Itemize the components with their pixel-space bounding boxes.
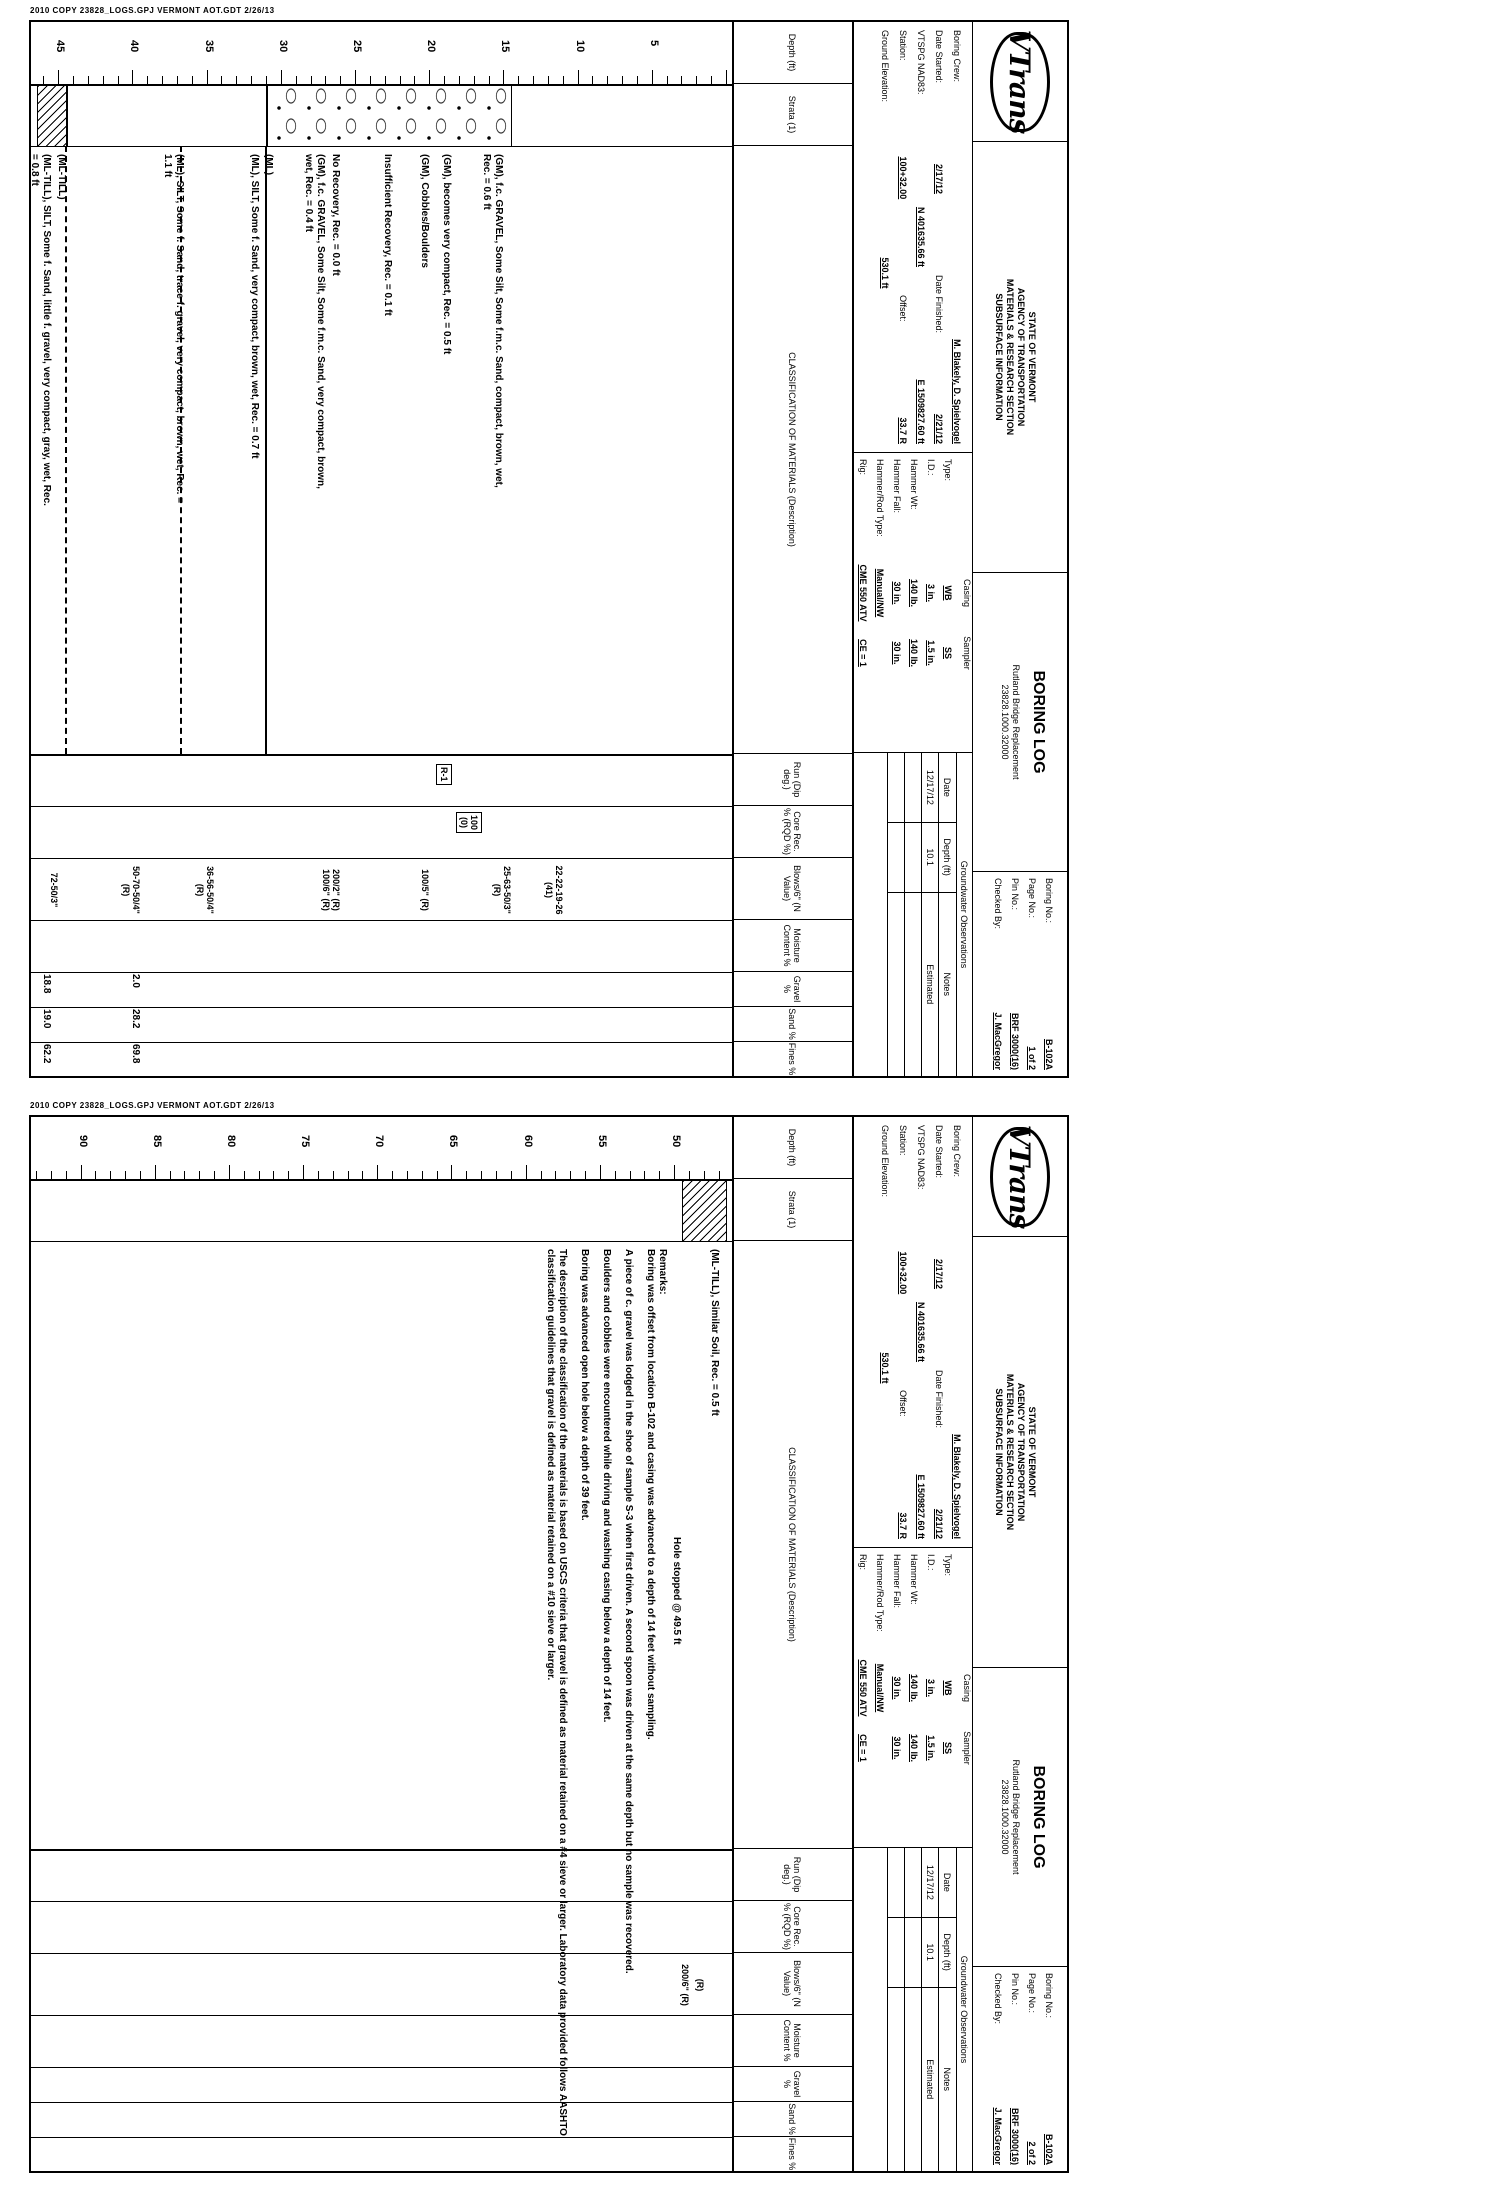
depth-tick [340,76,341,84]
depth-tick [259,1171,260,1179]
blow-count: 100/5" (R) [420,869,431,911]
pin-number: BRF 3000(16) [1010,2107,1020,2165]
stratum-boundary [180,146,182,754]
depth-tick [526,1165,527,1179]
depth-label: 80 [224,1135,237,1148]
depth-tick [541,1171,542,1179]
footer-stamp: 2010 COPY 23828_LOGS.GPJ VERMONT AOT.GDT 2/26/13 [30,6,275,15]
material-description: (GM), f.c. GRAVEL, Some Silt, Some f.m.c. Sand, very compact, brown, wet, Rec. = 0.4 ft [303,154,327,489]
depth-tick [503,70,504,84]
depth-tick [681,76,682,84]
depth-tick [318,1171,319,1179]
log-title: BORING LOG [1030,1765,1047,1869]
column-divider [31,806,732,807]
fines-percent: 62.2 [40,1044,52,1064]
depth-tick [407,1171,408,1179]
depth-tick [162,76,163,84]
depth-tick [73,76,74,84]
depth-tick [229,1165,230,1179]
depth-tick [207,70,208,84]
equipment-table: Casing Sampler Type: WB SS I.D.: 3 in. 1.5 in. Hammer Wt: 140 lb. 140 lb. Hammer Fall: 30 in. 30 in. Hammer/Rod Type: Manual/NW Rig: CME 550 ATV CE = 1 [852,1547,972,1847]
col-strata: Strata (1) [732,1179,852,1241]
boring-number: B-102A [1044,2133,1054,2165]
depth-tick [592,76,593,84]
run-label: R-1 [436,764,452,785]
depth-tick [481,1171,482,1179]
strata-pattern [37,86,67,146]
column-divider [31,1007,732,1008]
depth-label: 15 [499,40,512,53]
depth-tick [429,70,430,84]
depth-label: 10 [573,40,586,53]
depth-label: 85 [150,1135,163,1148]
depth-tick [311,76,312,84]
depth-tick [377,1165,378,1179]
remarks: Remarks: Boring was offset from location B-102 and casing was advanced to a depth of 14 feet without sampling. A piece of c. gravel was lodged in the shoe of sample S-3 when first driven. A second spoon was driven at the same depth but no sample was recovered. Boulders and cobbles were encountered while driving and washing casing below a depth of 14 feet. Boring was advanced open hole below a depth of 39 feet. The description of the classification of the materials is based on USCS criteria that gravel is defined as material retained on a #4 sieve or larger. Laboratory data provided follows AASHTO classification guidelines that gravel is defined as material retained on a #10 sieve or larger. [544,1249,668,2136]
column-headers [732,1117,852,2171]
depth-tick [659,1171,660,1179]
depth-tick [644,1171,645,1179]
material-description: (GM), f.c. GRAVEL, Some Silt, Some f.m.c. Sand, compact, brown, wet, Rec. = 0.6 ft [481,154,505,488]
depth-tick [58,70,59,84]
depth-tick [696,76,697,84]
depth-tick [585,1171,586,1179]
blow-count: (R) [694,1978,705,1992]
depth-tick [199,1171,200,1179]
boring-info: Boring Crew: M. Blakely, D. Spielvogel Date Started: 2/17/12 Date Finished: 2/21/12 VTSPG NAD83: N 401635.66 ft E 1509827.60 ft Station: 100+32.00 Offset: 33.7 R Ground Elevation: 530.1 ft [880,1125,962,1539]
depth-label: 20 [425,40,438,53]
column-divider [31,972,732,973]
gravel-percent: 18.8 [40,974,52,994]
depth-tick [719,1171,720,1179]
sand-percent: 28.2 [129,1009,141,1029]
depth-label: 70 [373,1135,386,1148]
depth-tick [607,76,608,84]
checked-by: J. MacGregor [993,2107,1003,2165]
depth-tick [370,76,371,84]
material-description: (ML-TILL), Similar Soil, Rec. = 0.5 ft [708,1249,720,1416]
depth-tick [214,1171,215,1179]
depth-tick [674,1165,675,1179]
depth-tick [652,70,653,84]
depth-tick [95,1171,96,1179]
project-number: 23828.1000.32000 [1000,684,1010,760]
depth-label: 30 [276,40,289,53]
depth-tick [511,1171,512,1179]
column-divider [31,1042,732,1043]
depth-tick [422,1171,423,1179]
boring-info: Boring Crew: M. Blakely, D. Spielvogel Date Started: 2/17/12 Date Finished: 2/21/12 VTSPG NAD83: N 401635.66 ft E 1509827.60 ft Station: 100+32.00 Offset: 33.7 R Ground Elevation: 530.1 ft [880,30,962,444]
col-moisture: Moisture Content % [732,920,852,972]
vtrans-logo: VTrans [990,32,1050,132]
page-number: 2 of 2 [1027,2141,1037,2165]
col-sand: Sand % [732,1007,852,1042]
depth-tick [251,76,252,84]
material-description: Hole stopped @ 49.5 ft [671,1537,683,1645]
depth-tick [555,1171,556,1179]
boring-number: B-102A [1044,1038,1054,1070]
col-strata: Strata (1) [732,84,852,146]
col-blows: Blows/6" (N Value) [732,858,852,920]
col-classification: CLASSIFICATION OF MATERIALS (Description) [732,146,852,754]
agency-header: STATE OF VERMONT AGENCY OF TRANSPORTATION MATERIALS & RESEARCH SECTION SUBSURFACE INFORMATION [972,1237,1067,1667]
depth-tick [273,1171,274,1179]
column-divider [31,1179,732,1181]
depth-tick [192,76,193,84]
col-run: Run (Dip deg.) [732,754,852,806]
log-title: BORING LOG [1030,670,1047,774]
blow-count: 72-50/3" [49,872,60,908]
vtrans-logo: VTrans [990,1127,1050,1227]
depth-tick [288,1171,289,1179]
core-recovery: 100 (0) [456,812,482,833]
col-classification: CLASSIFICATION OF MATERIALS (Description) [732,1241,852,1849]
column-divider [31,754,732,756]
page-number: 1 of 2 [1027,1046,1037,1070]
stratum-boundary [65,146,67,754]
depth-tick [711,76,712,84]
col-run: Run (Dip deg.) [732,1849,852,1901]
depth-tick [466,1171,467,1179]
depth-label: 40 [128,40,141,53]
depth-tick [615,1171,616,1179]
checked-by: J. MacGregor [993,1012,1003,1070]
col-core-rec: Core Rec. % (RQD %) [732,1901,852,1953]
stratum-boundary [265,146,267,754]
depth-label: 50 [670,1135,683,1148]
material-description: Insufficient Recovery, Rec. = 0.1 ft [382,154,394,316]
depth-tick [689,1171,690,1179]
column-divider [31,146,732,147]
depth-tick [392,1171,393,1179]
equipment-table: Casing Sampler Type: WB SS I.D.: 3 in. 1.5 in. Hammer Wt: 140 lb. 140 lb. Hammer Fall: 30 in. 30 in. Hammer/Rod Type: Manual/NW Rig: CME 550 ATV CE = 1 [852,452,972,752]
title-block [852,1117,1067,2171]
material-description: (GM), becomes very compact, Rec. = 0.5 ft [441,154,453,355]
depth-tick [362,1171,363,1179]
depth-tick [236,76,237,84]
depth-tick [496,1171,497,1179]
material-description: (ML-TILL), SILT, Some f. Sand, little f. gravel, very compact, gray, wet, Rec. = 0.8 ft [28,154,52,506]
col-gravel: Gravel % [732,972,852,1007]
footer-stamp: 2010 COPY 23828_LOGS.GPJ VERMONT AOT.GDT 2/26/13 [30,1101,275,1110]
project-name: Rutland Bridge Replacement [1011,664,1021,780]
project-number: 23828.1000.32000 [1000,1779,1010,1855]
depth-tick [578,70,579,84]
log-body [28,22,732,1076]
depth-tick [459,76,460,84]
depth-tick [110,1171,111,1179]
blow-count: 25-63-50/3" (R) [491,866,512,914]
col-moisture: Moisture Content % [732,2015,852,2067]
col-sand: Sand % [732,2102,852,2137]
depth-label: 55 [595,1135,608,1148]
depth-tick [533,76,534,84]
col-fines: Fines % [787,1042,797,1076]
depth-tick [348,1171,349,1179]
boring-log-page-1 [0,0,1070,1090]
depth-tick [325,76,326,84]
material-description: (GM), Cobbles/Boulders [419,154,431,268]
depth-tick [147,76,148,84]
material-description: No Recovery, Rec. = 0.0 ft [330,154,342,276]
depth-label: 5 [647,40,660,47]
depth-tick [303,1165,304,1179]
column-divider [31,1241,732,1242]
pin-number: BRF 3000(16) [1010,1012,1020,1070]
depth-tick [155,1165,156,1179]
depth-tick [637,76,638,84]
depth-tick [36,1171,37,1179]
depth-tick [132,70,133,84]
depth-tick [88,76,89,84]
column-divider [31,858,732,859]
blow-count: 22-22-19-26 (41) [543,865,564,915]
groundwater-table: Groundwater Observations Date Depth (ft) Notes 12/17/12 10.1 Estimated [852,1847,972,2171]
depth-tick [355,70,356,84]
depth-tick [414,76,415,84]
depth-tick [81,1165,82,1179]
col-depth: Depth (ft) [732,1117,852,1179]
depth-label: 75 [299,1135,312,1148]
depth-tick [518,76,519,84]
depth-tick [118,76,119,84]
depth-tick [548,76,549,84]
material-description: (ML) [263,154,275,176]
col-core-rec: Core Rec. % (RQD %) [732,806,852,858]
gravel-percent: 2.0 [129,974,141,988]
blow-count: 200/6" (R) [679,1964,690,2006]
depth-tick [726,70,727,84]
boring-log-sheet [29,1115,1069,2173]
depth-tick [385,76,386,84]
depth-tick [444,76,445,84]
depth-tick [125,1171,126,1179]
log-body [31,1117,732,2171]
strata-pattern [682,1181,727,1241]
depth-tick [66,1171,67,1179]
depth-label: 65 [447,1135,460,1148]
depth-tick [437,1171,438,1179]
depth-tick [570,1171,571,1179]
depth-label: 90 [76,1135,89,1148]
boring-number-box: Boring No.: B-102A Page No.: 2 of 2 Pin No.: BRF 3000(16) Checked By: J. MacGregor [972,1967,1067,2171]
depth-tick [140,1171,141,1179]
depth-tick [630,1171,631,1179]
agency-header: STATE OF VERMONT AGENCY OF TRANSPORTATION MATERIALS & RESEARCH SECTION SUBSURFACE INFORMATION [972,142,1067,572]
depth-tick [43,76,44,84]
sand-percent: 19.0 [40,1009,52,1029]
col-blows: Blows/6" (N Value) [732,1953,852,2015]
depth-tick [600,1165,601,1179]
depth-label: 60 [521,1135,534,1148]
material-description: (ML), SILT, Some f. Sand, trace f. gravel, very compact, brown, wet, Rec. = 1.1 ft [162,154,186,504]
col-fines: Fines % [787,2137,797,2171]
fines-percent: 69.8 [129,1044,141,1064]
log-title-box [972,572,1067,872]
depth-tick [474,76,475,84]
boring-log-page-2 [0,1095,1070,2185]
depth-tick [184,1171,185,1179]
depth-tick [333,1171,334,1179]
material-description: (ML), SILT, Some f. Sand, very compact, brown, wet, Rec. = 0.7 ft [248,154,260,459]
material-description: (ML-TILL) [55,154,67,200]
depth-tick [667,76,668,84]
blow-count: 200/2" (R) 100/6" (R) [321,869,342,911]
depth-tick [622,76,623,84]
col-gravel: Gravel % [732,2067,852,2102]
col-depth: Depth (ft) [732,22,852,84]
column-headers [732,22,852,1076]
depth-tick [221,76,222,84]
blow-count: 36-56-50/4" (R) [195,866,216,914]
depth-label: 45 [54,40,67,53]
depth-tick [704,1171,705,1179]
project-name: Rutland Bridge Replacement [1011,1759,1021,1875]
depth-tick [177,76,178,84]
log-title-box [972,1667,1067,1967]
depth-tick [489,76,490,84]
depth-tick [51,1171,52,1179]
column-divider [31,920,732,921]
boring-log-sheet [29,20,1069,1078]
depth-tick [281,70,282,84]
depth-tick [170,1171,171,1179]
boring-number-box: Boring No.: B-102A Page No.: 1 of 2 Pin No.: BRF 3000(16) Checked By: J. MacGregor [972,872,1067,1076]
depth-tick [296,76,297,84]
strata-pattern [267,86,512,146]
depth-tick [103,76,104,84]
depth-tick [244,1171,245,1179]
depth-tick [563,76,564,84]
title-block [852,22,1067,1076]
depth-label: 35 [202,40,215,53]
depth-label: 25 [351,40,364,53]
blow-count: 50-70-50/4" (R) [120,866,141,914]
groundwater-table: Groundwater Observations Date Depth (ft) Notes 12/17/12 10.1 Estimated [852,752,972,1076]
depth-tick [451,1165,452,1179]
depth-tick [266,76,267,84]
strata-pattern [67,86,267,146]
depth-tick [400,76,401,84]
